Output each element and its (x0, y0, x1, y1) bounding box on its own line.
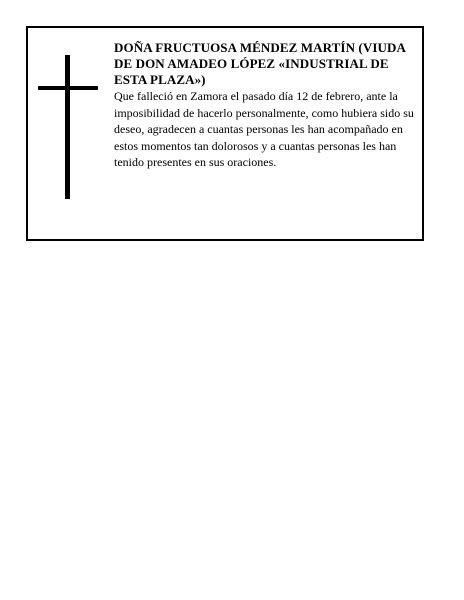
cross-vertical-bar (65, 55, 70, 199)
obituary-notice-box (26, 26, 424, 241)
cross-icon (38, 55, 98, 199)
notice-body-text: Que falleció en Zamora el pasado día 12 de febrero, ante la imposibilidad de hacerlo personalmente, como hubiera sido su deseo, agradecen a cuantas personas les han acompañado en estos momentos tan dolorosos y a cuantas personas les han tenido presentes en sus oraciones. (114, 89, 414, 169)
deceased-name-heading: DOÑA FRUCTUOSA MÉNDEZ MARTÍN (VIUDA DE DON AMADEO LÓPEZ «INDUSTRIAL DE ESTA PLAZA») (114, 40, 406, 87)
cross-horizontal-bar (38, 86, 98, 90)
notice-text-block (114, 40, 422, 171)
